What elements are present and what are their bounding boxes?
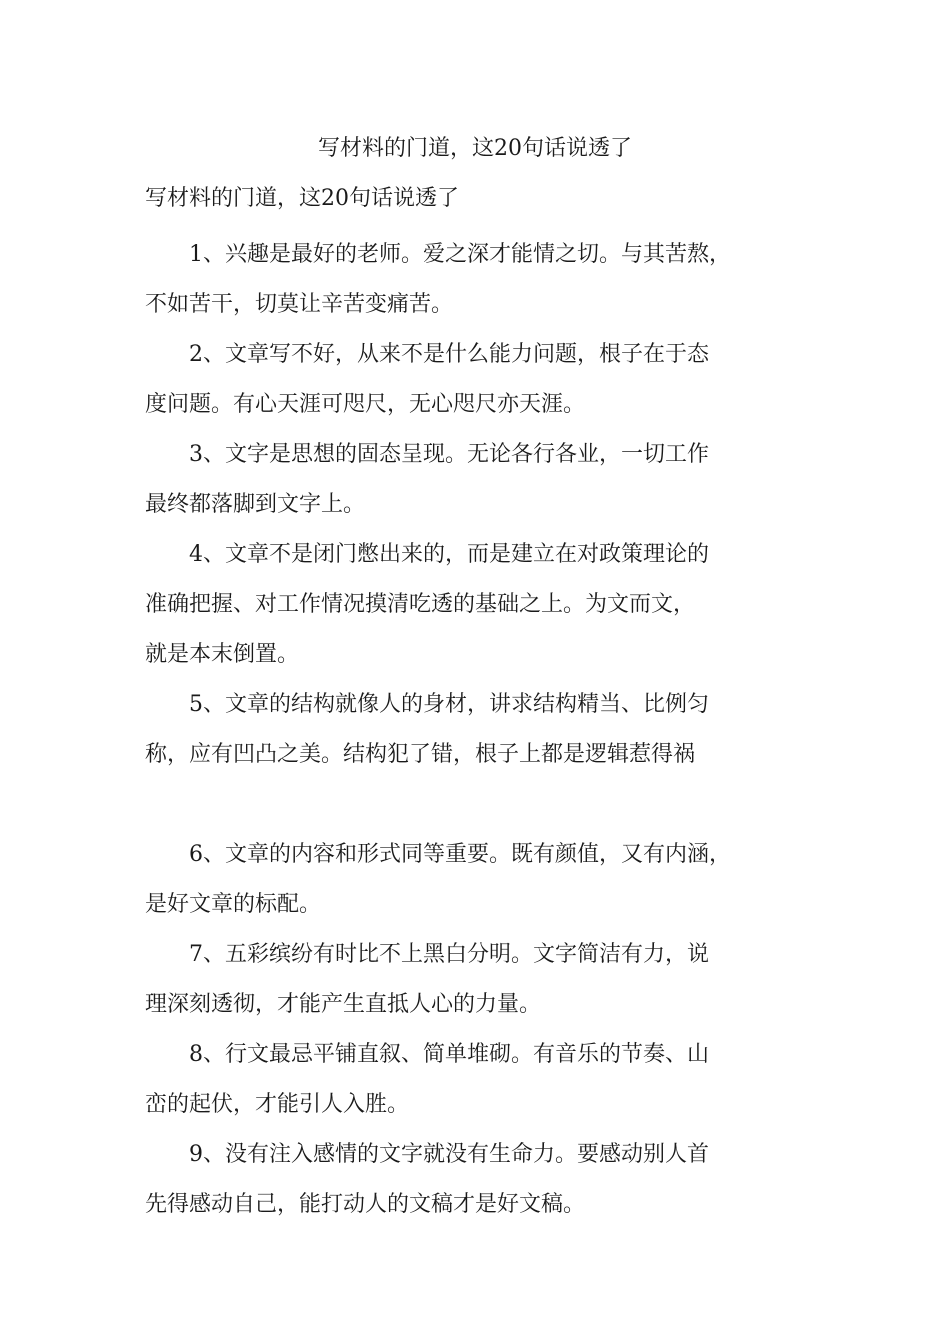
paragraph-line: 6、文章的内容和形式同等重要。既有颜值，又有内涵， bbox=[189, 842, 731, 867]
paragraph-5 bbox=[145, 680, 825, 780]
paragraph-1 bbox=[145, 230, 825, 330]
paragraph-line: 3、文字是思想的固态呈现。无论各行各业，一切工作 bbox=[189, 442, 709, 467]
paragraph-line: 就是本末倒置。 bbox=[145, 642, 300, 667]
paragraph-line: 5、文章的结构就像人的身材，讲求结构精当、比例匀 bbox=[189, 692, 709, 717]
paragraph-line: 1、兴趣是最好的老师。爱之深才能情之切。与其苦熬， bbox=[189, 242, 731, 267]
paragraph-4 bbox=[145, 530, 825, 680]
paragraph-line: 不如苦干，切莫让辛苦变痛苦。 bbox=[145, 292, 454, 317]
blank-line bbox=[145, 780, 825, 830]
document-title: 写材料的门道，这20句话说透了 bbox=[145, 186, 459, 211]
paragraph-line: 理深刻透彻，才能产生直抵人心的力量。 bbox=[145, 992, 542, 1017]
paragraph-line: 9、没有注入感情的文字就没有生命力。要感动别人首 bbox=[189, 1142, 709, 1167]
paragraph-8 bbox=[145, 1030, 825, 1130]
paragraph-2 bbox=[145, 330, 825, 430]
paragraph-line: 7、五彩缤纷有时比不上黑白分明。文字简洁有力，说 bbox=[189, 942, 709, 967]
paragraph-line: 是好文章的标配。 bbox=[145, 892, 322, 917]
paragraph-line: 先得感动自己，能打动人的文稿才是好文稿。 bbox=[145, 1192, 586, 1217]
paragraph-9 bbox=[145, 1130, 825, 1230]
page-header-title: 写材料的门道，这20句话说透了 bbox=[318, 136, 632, 161]
paragraph-line: 2、文章写不好，从来不是什么能力问题，根子在于态 bbox=[189, 342, 709, 367]
paragraph-line: 8、行文最忌平铺直叙、简单堆砌。有音乐的节奏、山 bbox=[189, 1042, 709, 1067]
paragraph-line: 峦的起伏，才能引人入胜。 bbox=[145, 1092, 410, 1117]
paragraph-line: 准确把握、对工作情况摸清吃透的基础之上。为文而文， bbox=[145, 592, 696, 617]
paragraph-line: 4、文章不是闭门憋出来的，而是建立在对政策理论的 bbox=[189, 542, 709, 567]
paragraph-line: 最终都落脚到文字上。 bbox=[145, 492, 366, 517]
paragraph-line: 度问题。有心天涯可咫尺，无心咫尺亦天涯。 bbox=[145, 392, 586, 417]
paragraph-3 bbox=[145, 430, 825, 530]
paragraph-line: 称，应有凹凸之美。结构犯了错，根子上都是逻辑惹得祸 bbox=[145, 742, 696, 767]
document-body bbox=[145, 230, 825, 1230]
paragraph-7 bbox=[145, 930, 825, 1030]
paragraph-6 bbox=[145, 830, 825, 930]
